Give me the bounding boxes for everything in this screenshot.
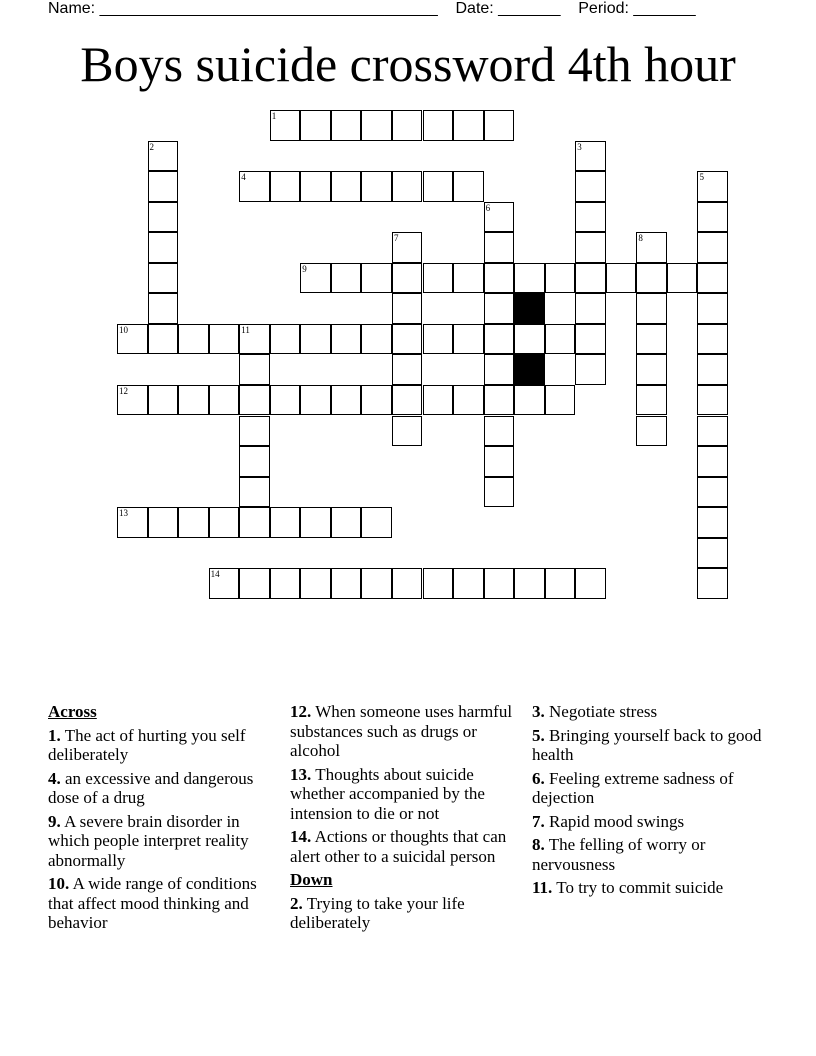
clues-column-2 [290,702,522,937]
letter-cell[interactable] [484,293,515,324]
letter-cell[interactable] [270,110,301,141]
letter-cell[interactable] [239,416,270,447]
clue-number-label: 7. [532,811,545,831]
letter-cell[interactable] [361,263,392,294]
letter-cell[interactable] [697,202,728,233]
letter-cell[interactable] [575,568,606,599]
letter-cell[interactable] [148,385,179,416]
letter-cell[interactable] [209,324,240,355]
letter-cell[interactable] [697,354,728,385]
letter-cell[interactable] [331,324,362,355]
letter-cell[interactable] [331,385,362,416]
letter-cell[interactable] [575,263,606,294]
clue-number: 1 [271,111,277,121]
letter-cell[interactable] [545,263,576,294]
letter-cell[interactable] [484,232,515,263]
clue-item [532,878,764,898]
letter-cell[interactable] [178,507,209,538]
clue-number-label: 10. [48,874,70,893]
letter-cell[interactable] [392,385,423,416]
letter-cell[interactable] [514,263,545,294]
clue-text: The felling of worry or nervousness [532,835,706,874]
clue-number-label: 9. [48,811,61,831]
letter-cell[interactable] [117,324,148,355]
letter-cell[interactable] [239,354,270,385]
letter-cell[interactable] [484,324,515,355]
letter-cell[interactable] [392,354,423,385]
clue-number-label: 11. [532,878,553,897]
letter-cell[interactable] [392,171,423,202]
letter-cell[interactable] [270,507,301,538]
letter-cell[interactable] [331,171,362,202]
clue-section-heading: Across [48,702,97,721]
clue-section-heading: Down [290,870,333,889]
clue-number: 4 [241,172,246,183]
clue-number-label: 5. [532,725,545,745]
letter-cell[interactable] [575,171,606,202]
clue-item [290,827,522,866]
letter-cell[interactable] [392,293,423,324]
clue-text: When someone uses harmful substances such as drugs or alcohol [290,702,513,760]
letter-cell[interactable] [423,568,454,599]
clue-number: 2 [149,141,155,152]
letter-cell[interactable] [575,232,606,263]
letter-cell[interactable] [148,324,179,355]
letter-cell[interactable] [606,263,637,294]
letter-cell[interactable] [361,110,392,141]
letter-cell[interactable] [270,568,301,599]
letter-cell[interactable] [331,507,362,538]
clue-number: 13 [119,508,128,519]
letter-cell[interactable] [484,354,515,385]
letter-cell[interactable] [361,171,392,202]
letter-cell[interactable] [239,477,270,508]
letter-cell[interactable] [575,293,606,324]
clue-text: an excessive and dangerous dose of a drug [48,768,254,807]
letter-cell[interactable] [697,507,728,538]
letter-cell[interactable] [209,385,240,416]
letter-cell[interactable] [239,446,270,477]
letter-cell[interactable] [697,568,728,599]
letter-cell[interactable] [178,385,209,416]
letter-cell[interactable] [300,263,331,294]
letter-cell[interactable] [361,507,392,538]
letter-cell[interactable] [545,568,576,599]
header-fields: Name: ______________________________________ Date: _______ Period: _______ [48,0,696,17]
clue-item [290,765,522,824]
letter-cell[interactable] [697,232,728,263]
black-square [514,354,545,385]
clue-item [48,812,280,871]
letter-cell[interactable] [209,568,240,599]
letter-cell[interactable] [697,446,728,477]
clue-item [532,835,764,874]
letter-cell[interactable] [331,568,362,599]
letter-cell[interactable] [392,324,423,355]
clue-number-label: 13. [290,764,312,784]
letter-cell[interactable] [361,324,392,355]
black-square [514,293,545,324]
clues-column-1 [48,702,280,937]
letter-cell[interactable] [484,202,515,233]
clue-number-label: 2. [290,893,303,913]
letter-cell[interactable] [423,385,454,416]
clue-number: 14 [210,569,220,580]
letter-cell[interactable] [636,232,667,263]
letter-cell[interactable] [636,416,667,447]
letter-cell[interactable] [484,446,515,477]
clue-text: To try to commit suicide [556,878,724,897]
letter-cell[interactable] [178,324,209,355]
letter-cell[interactable] [392,232,423,263]
clue-item [290,894,522,933]
letter-cell[interactable] [514,324,545,355]
letter-cell[interactable] [484,263,515,294]
letter-cell[interactable] [484,110,515,141]
letter-cell[interactable] [697,171,728,202]
clue-number: 9 [302,263,307,274]
letter-cell[interactable] [361,568,392,599]
letter-cell[interactable] [484,477,515,508]
letter-cell[interactable] [423,110,454,141]
letter-cell[interactable] [392,110,423,141]
clue-number: 7 [393,233,399,244]
letter-cell[interactable] [575,324,606,355]
letter-cell[interactable] [148,171,179,202]
letter-cell[interactable] [636,293,667,324]
letter-cell[interactable] [209,507,240,538]
letter-cell[interactable] [148,507,179,538]
letter-cell[interactable] [239,568,270,599]
clue-number-label: 3. [532,702,545,721]
letter-cell[interactable] [239,385,270,416]
letter-cell[interactable] [636,354,667,385]
letter-cell[interactable] [697,385,728,416]
letter-cell[interactable] [148,293,179,324]
letter-cell[interactable] [697,324,728,355]
letter-cell[interactable] [453,568,484,599]
clue-number: 12 [119,385,128,396]
letter-cell[interactable] [453,171,484,202]
clue-text: A severe brain disorder in which people interpret reality abnormally [48,811,249,870]
letter-cell[interactable] [300,324,331,355]
letter-cell[interactable] [300,110,331,141]
letter-cell[interactable] [545,385,576,416]
letter-cell[interactable] [300,171,331,202]
letter-cell[interactable] [697,293,728,324]
clue-text: The act of hurting you self deliberately [48,725,246,764]
letter-cell[interactable] [575,141,606,172]
clue-number-label: 1. [48,725,61,745]
clue-number: 8 [638,233,643,244]
clue-text: Feeling extreme sadness of dejection [532,768,734,807]
letter-cell[interactable] [239,171,270,202]
letter-cell[interactable] [270,385,301,416]
letter-cell[interactable] [148,263,179,294]
letter-cell[interactable] [300,568,331,599]
letter-cell[interactable] [575,202,606,233]
clue-text: Negotiate stress [549,702,658,721]
letter-cell[interactable] [392,416,423,447]
letter-cell[interactable] [514,568,545,599]
clue-item [290,702,522,761]
clue-number: 6 [485,202,491,213]
letter-cell[interactable] [117,385,148,416]
clue-number-label: 12. [290,702,312,721]
letter-cell[interactable] [148,202,179,233]
letter-cell[interactable] [423,263,454,294]
clue-item [532,812,764,832]
letter-cell[interactable] [453,110,484,141]
letter-cell[interactable] [148,232,179,263]
clue-number: 3 [577,141,582,152]
letter-cell[interactable] [514,385,545,416]
letter-cell[interactable] [697,416,728,447]
letter-cell[interactable] [423,324,454,355]
letter-cell[interactable] [484,416,515,447]
letter-cell[interactable] [636,324,667,355]
letter-cell[interactable] [636,263,667,294]
letter-cell[interactable] [331,263,362,294]
clue-number-label: 4. [48,768,61,788]
letter-cell[interactable] [300,507,331,538]
letter-cell[interactable] [484,568,515,599]
letter-cell[interactable] [270,324,301,355]
letter-cell[interactable] [545,324,576,355]
clue-number: 10 [119,324,128,335]
letter-cell[interactable] [453,263,484,294]
letter-cell[interactable] [361,385,392,416]
clue-item [48,726,280,765]
clues-column-3 [532,702,764,902]
letter-cell[interactable] [484,385,515,416]
clue-text: Actions or thoughts that can alert other to a suicidal person [290,827,507,866]
letter-cell[interactable] [392,263,423,294]
letter-cell[interactable] [331,110,362,141]
letter-cell[interactable] [117,507,148,538]
clue-item [532,769,764,808]
letter-cell[interactable] [239,324,270,355]
clue-item [532,702,764,722]
letter-cell[interactable] [575,354,606,385]
clue-number: 5 [699,172,704,183]
letter-cell[interactable] [453,324,484,355]
letter-cell[interactable] [636,385,667,416]
letter-cell[interactable] [667,263,698,294]
letter-cell[interactable] [270,171,301,202]
page-title: Boys suicide crossword 4th hour [80,36,736,92]
letter-cell[interactable] [239,507,270,538]
clue-item [532,726,764,765]
clue-number: 11 [241,324,250,335]
letter-cell[interactable] [697,477,728,508]
clue-text: Bringing yourself back to good health [532,725,762,764]
clue-number-label: 14. [290,827,312,846]
clue-item [48,769,280,808]
clue-item [48,874,280,933]
letter-cell[interactable] [423,171,454,202]
letter-cell[interactable] [300,385,331,416]
clue-number-label: 6. [532,768,545,788]
letter-cell[interactable] [453,385,484,416]
letter-cell[interactable] [697,538,728,569]
clue-number-label: 8. [532,835,545,854]
clue-text: Trying to take your life deliberately [290,893,465,932]
letter-cell[interactable] [697,263,728,294]
clue-text: Thoughts about suicide whether accompanied by the intension to die or not [290,764,485,823]
clue-text: Rapid mood swings [549,811,685,831]
letter-cell[interactable] [148,141,179,172]
clue-text: A wide range of conditions that affect mood thinking and behavior [48,874,257,932]
letter-cell[interactable] [392,568,423,599]
